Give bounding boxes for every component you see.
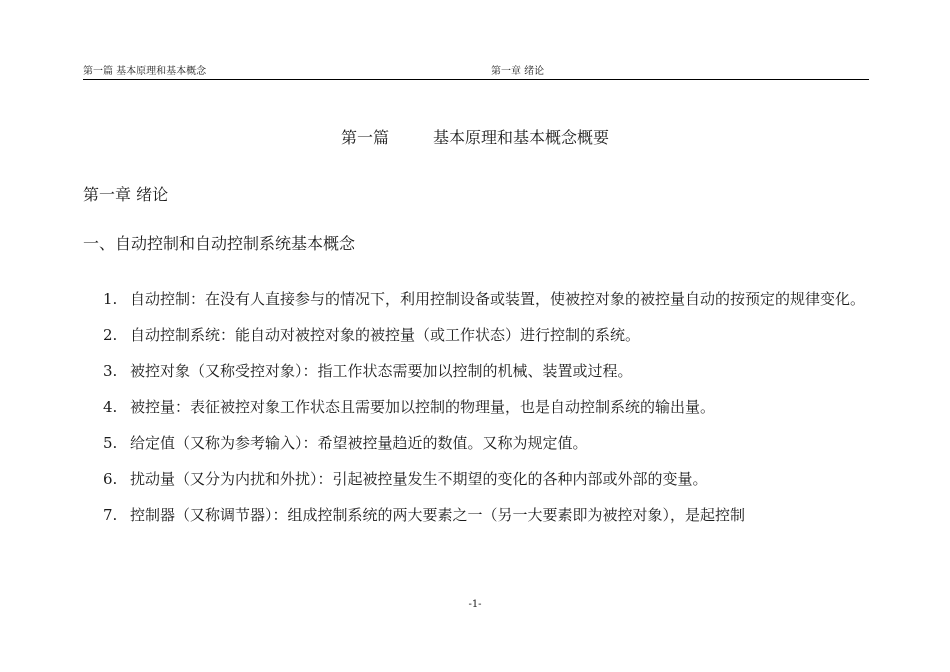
list-item-text: 给定值（又称为参考输入）：希望被控量趋近的数值。又称为规定值。: [130, 434, 588, 452]
list-item-number: 5.: [103, 434, 118, 452]
section-heading: 一、自动控制和自动控制系统基本概念: [83, 234, 356, 253]
list-item: [103, 465, 869, 493]
list-item: [103, 501, 869, 529]
list-item-number: 4.: [103, 398, 118, 416]
list-item-number: 7.: [103, 506, 118, 524]
list-item: [103, 393, 869, 421]
page-number: -1-: [468, 599, 482, 610]
list-item: [103, 285, 869, 313]
running-header: [83, 64, 869, 80]
list-item-number: 3.: [103, 362, 118, 380]
list-item-text: 自动控制系统：能自动对被控对象的被控量（或工作状态）进行控制的系统。: [130, 326, 641, 344]
list-item-text: 被控量：表征被控对象工作状态且需要加以控制的物理量，也是自动控制系统的输出量。: [130, 398, 716, 416]
list-item-text: 控制器（又称调节器）：组成控制系统的两大要素之一（另一大要素即为被控对象），是起控制: [130, 506, 746, 524]
part-label: 第一篇: [340, 128, 389, 147]
definition-list: [103, 285, 869, 537]
header-part-title: 第一篇 基本原理和基本概念: [83, 66, 207, 77]
list-item: [103, 357, 869, 385]
list-item-text: 被控对象（又称受控对象）：指工作状态需要加以控制的机械、装置或过程。: [130, 362, 633, 380]
part-title: [0, 127, 950, 149]
list-item: [103, 429, 869, 457]
list-item-text: 扰动量（又分为内扰和外扰）：引起被控量发生不期望的变化的各种内部或外部的变量。: [130, 470, 708, 488]
list-item: [103, 321, 869, 349]
list-item-number: 1.: [103, 290, 118, 308]
chapter-heading: 第一章 绪论: [83, 185, 169, 204]
list-item-text: 自动控制：在没有人直接参与的情况下，利用控制设备或装置，使被控对象的被控量自动的按预定的规律变化。: [130, 290, 866, 308]
header-chapter-title: 第一章 绪论: [491, 66, 545, 77]
list-item-number: 2.: [103, 326, 118, 344]
list-item-number: 6.: [103, 470, 118, 488]
part-name: 基本原理和基本概念概要: [433, 128, 610, 147]
header-divider: [83, 79, 869, 80]
